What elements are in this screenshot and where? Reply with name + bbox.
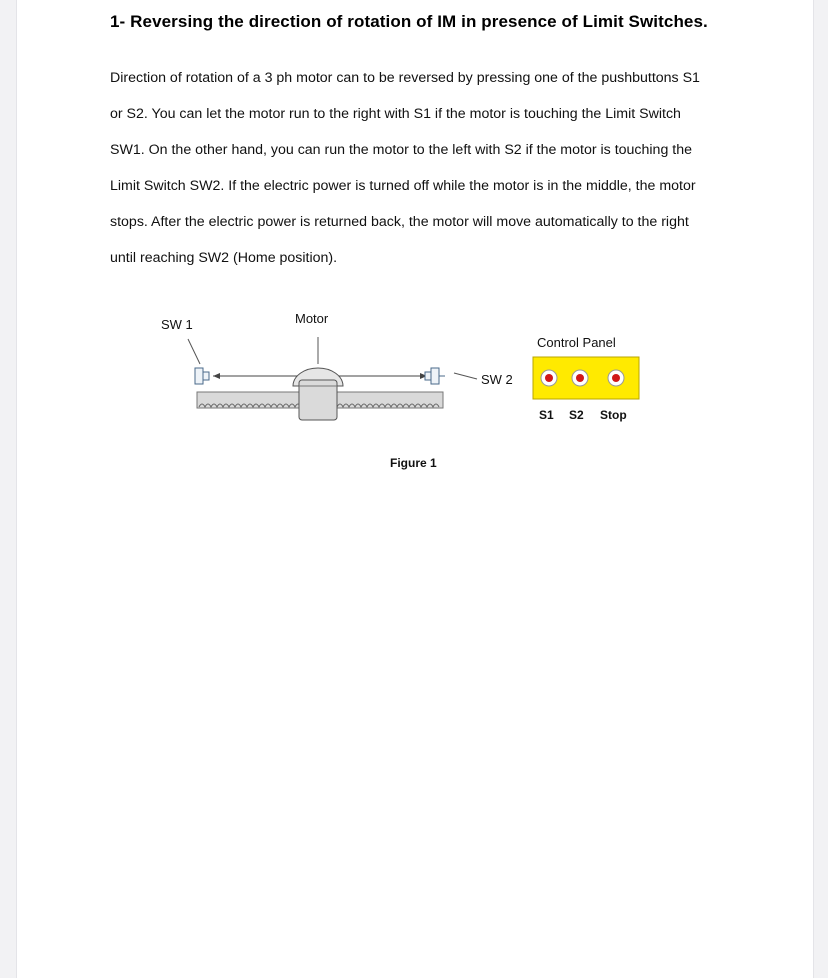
s2-label: S2 [569, 408, 584, 422]
paragraph-line: until reaching SW2 (Home position). [110, 250, 338, 266]
left-arrow-icon [213, 373, 220, 379]
paragraph-line: Direction of rotation of a 3 ph motor can to be reversed by pressing one of the pushbuttons S1 [110, 70, 700, 86]
figure-caption: Figure 1 [390, 456, 437, 470]
stop-pushbutton[interactable] [608, 370, 624, 386]
s1-pushbutton[interactable] [541, 370, 557, 386]
s1-label: S1 [539, 408, 554, 422]
document-page [16, 0, 814, 978]
paragraph-line: Limit Switch SW2. If the electric power is turned off while the motor is in the middle, the motor [110, 178, 696, 194]
sw1-leader-line [188, 339, 200, 364]
figure-1-diagram [17, 0, 813, 500]
limit-switch-sw2 [425, 368, 445, 384]
motor-label: Motor [295, 311, 329, 326]
paragraph-line: SW1. On the other hand, you can run the motor to the left with S2 if the motor is touching the [110, 142, 693, 158]
section-heading: 1- Reversing the direction of rotation of IM in presence of Limit Switches. [110, 12, 708, 31]
limit-switch-sw1 [195, 368, 209, 384]
control-panel-label: Control Panel [537, 335, 616, 350]
control-panel [533, 357, 639, 399]
paragraph-line: stops. After the electric power is returned back, the motor will move automatically to the right [110, 214, 689, 230]
sw2-leader-line [454, 373, 477, 379]
stop-label: Stop [600, 408, 627, 422]
paragraph-line: or S2. You can let the motor run to the right with S1 if the motor is touching the Limit Switch [110, 106, 681, 122]
motor-carriage [293, 368, 343, 420]
sw2-label: SW 2 [481, 372, 513, 387]
s2-pushbutton[interactable] [572, 370, 588, 386]
sw1-label: SW 1 [161, 317, 193, 332]
